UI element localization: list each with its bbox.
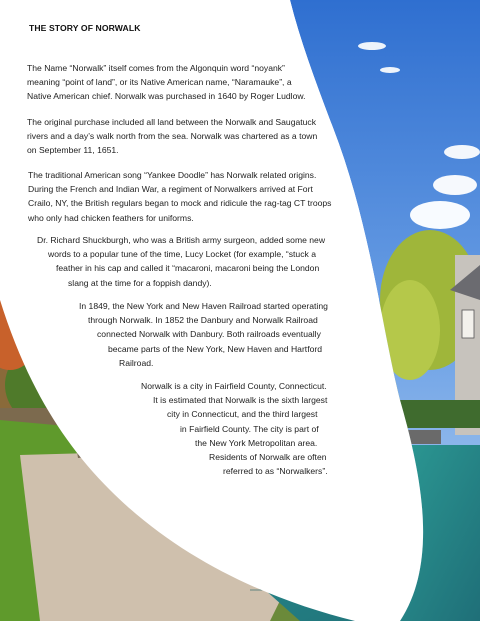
text-line: The original purchase included all land between the Norwalk and Saugatuck: [27, 117, 317, 127]
text-line: During the French and Indian War, a regiment of Norwalkers arrived at Fort: [28, 184, 313, 195]
text-line: meaning “point of land”, or its Native American name, “Naramauke”, a: [27, 77, 292, 88]
paragraph-original-purchase: [27, 115, 317, 158]
paragraph-name-origin: [27, 61, 306, 104]
text-line: the New York Metropolitan area.: [195, 437, 318, 448]
text-line: became parts of the New York, New Haven and Hartford: [108, 343, 322, 354]
text-line: on September 11, 1651.: [27, 145, 119, 156]
text-line: Railroad.: [119, 357, 154, 368]
text-line: Native American chief. Norwalk was purchased in 1640 by Roger Ludlow.: [27, 91, 306, 102]
text-line: connected Norwalk with Danbury. Both railroads eventually: [97, 329, 321, 340]
text-line: referred to as “Norwalkers”.: [223, 466, 328, 477]
text-line: Residents of Norwalk are often: [209, 452, 327, 463]
text-line: rivers and a day’s walk north from the sea. Norwalk was chartered as a town: [27, 131, 318, 142]
text-line: city in Connecticut, and the third largest: [167, 409, 318, 420]
text-line: through Norwalk. In 1852 the Danbury and Norwalk Railroad: [88, 315, 318, 326]
text-line: in Fairfield County. The city is part of: [180, 423, 319, 434]
page-title: THE STORY OF NORWALK: [29, 23, 141, 33]
text-line: feather in his cap and called it “macaroni, macaroni being the London: [56, 263, 320, 274]
text-line: It is estimated that Norwalk is the sixth largest: [153, 395, 328, 406]
text-line: In 1849, the New York and New Haven Railroad started operating: [79, 301, 328, 311]
paragraph-yankee-doodle: [28, 168, 331, 225]
paragraph-railroad: [79, 299, 328, 370]
text-line: words to a popular tune of the time, Lucy Locket (for example, “stuck a: [48, 249, 316, 260]
text-line: The traditional American song “Yankee Doodle” has Norwalk related origins.: [28, 170, 317, 180]
paragraph-shuckburgh: [37, 233, 325, 290]
text-line: Norwalk is a city in Fairfield County, Connecticut.: [141, 381, 327, 391]
text-line: Dr. Richard Shuckburgh, who was a British army surgeon, added some new: [37, 235, 326, 245]
paragraph-city-facts: [141, 379, 328, 478]
text-line: The Name “Norwalk” itself comes from the Algonquin word “noyank”: [27, 63, 285, 73]
text-line: Crailo, NY, the British regulars began to mock and ridicule the rag-tag CT troops: [28, 198, 332, 209]
text-line: slang at the time for a foppish dandy).: [68, 277, 212, 288]
text-line: who only had chicken feathers for uniforms.: [28, 212, 194, 223]
